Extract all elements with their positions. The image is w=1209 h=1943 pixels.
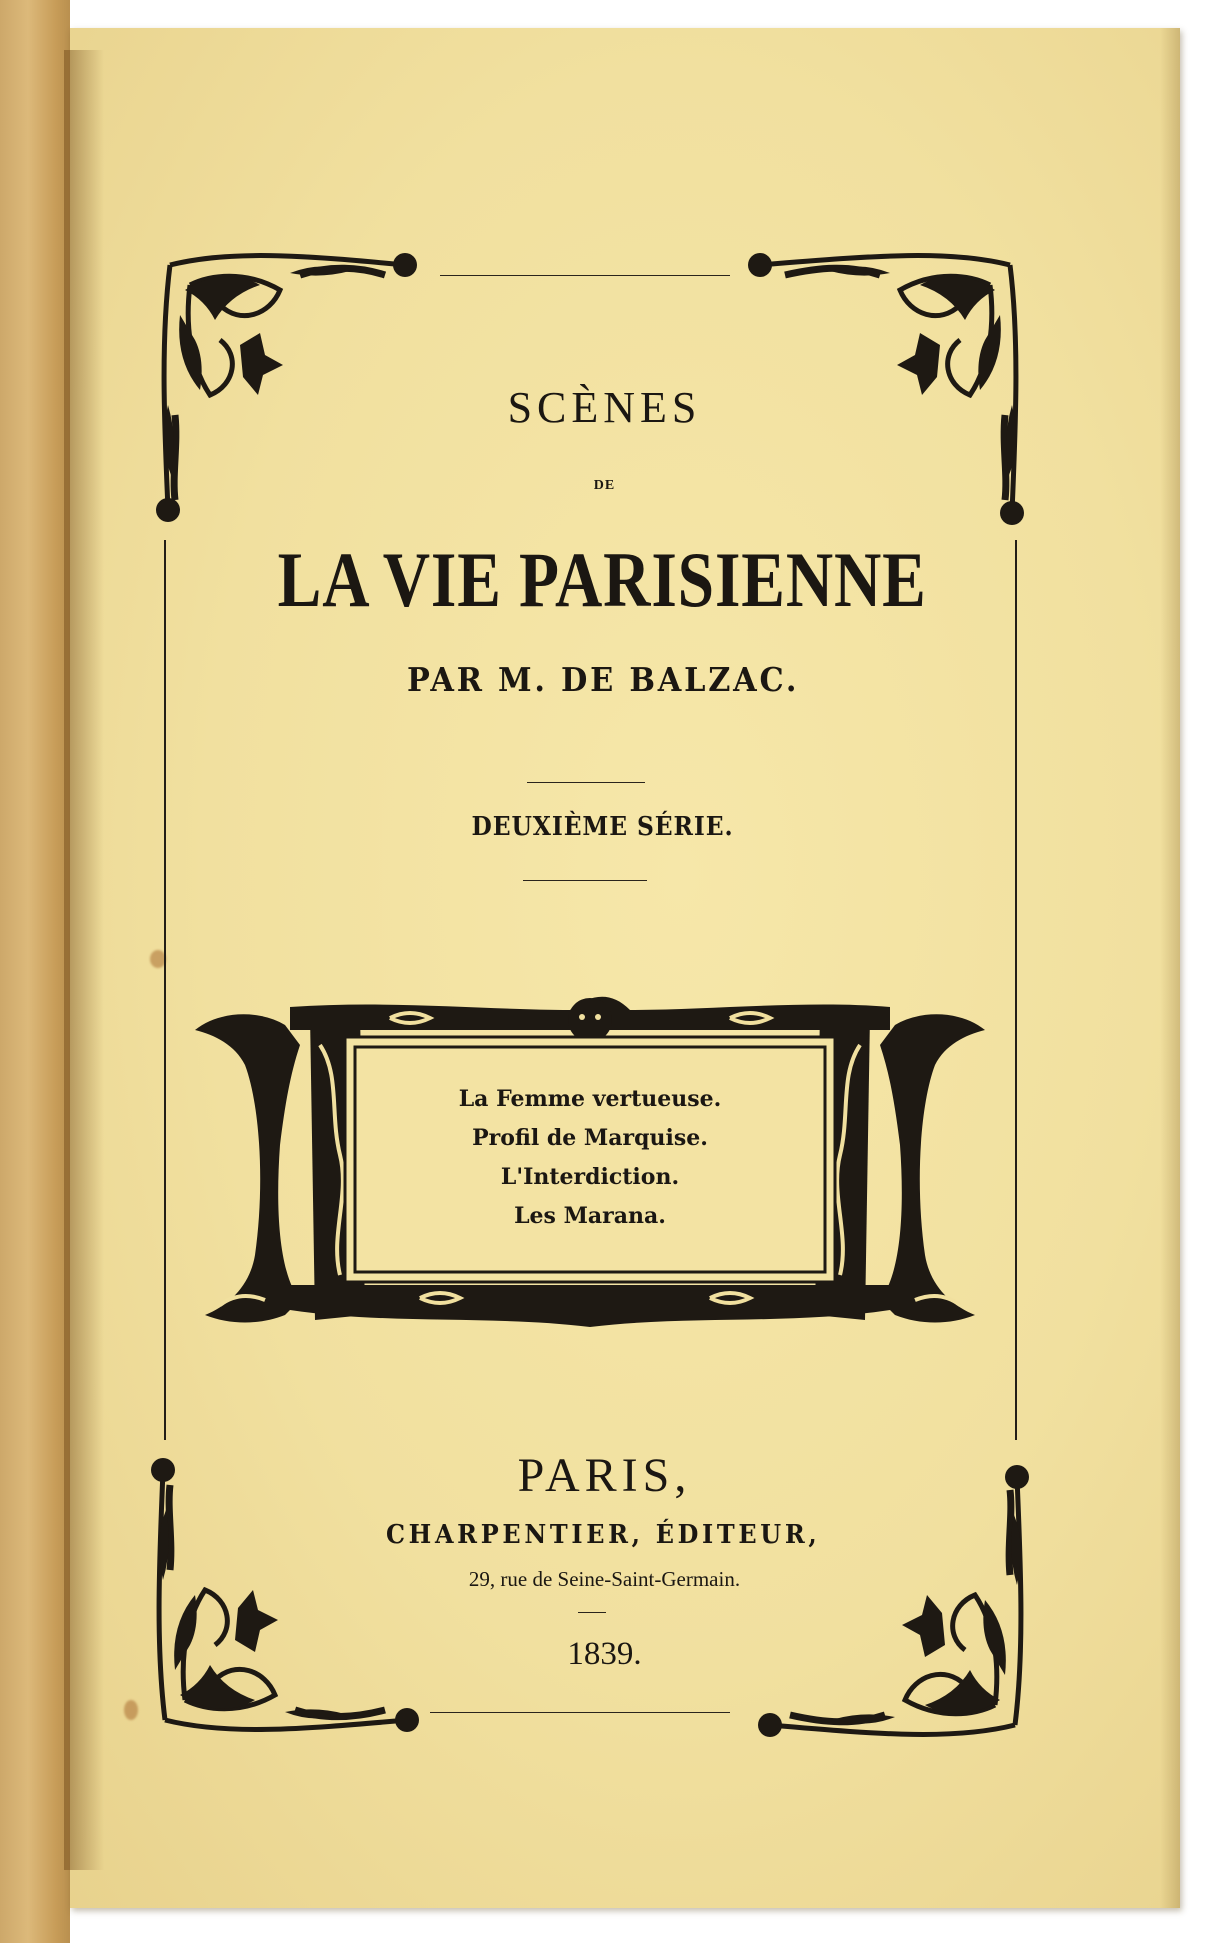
divider-rule (527, 782, 645, 783)
contents-item: Les Marana. (514, 1203, 666, 1229)
frame-bottom-line (430, 1712, 730, 1713)
page-gutter-shadow (64, 50, 104, 1870)
divider-rule (523, 880, 647, 881)
frame-top-line (440, 275, 730, 276)
author-line: PAR M. DE BALZAC. (407, 660, 800, 699)
imprint-address: 29, rue de Seine-Saint-Germain. (468, 1567, 741, 1591)
imprint-year: 1839. (567, 1636, 642, 1672)
contents-item: L'Interdiction. (500, 1164, 680, 1190)
stain-mark (124, 1700, 138, 1720)
title-line-scenes: SCÈNES (507, 383, 702, 432)
page-right-edge (1160, 28, 1180, 1908)
title-line-de: DE (593, 478, 616, 493)
contents-item: La Femme vertueuse. (458, 1086, 722, 1112)
imprint-city: PARIS, (517, 1449, 692, 1502)
imprint-publisher: CHARPENTIER, ÉDITEUR, (385, 1520, 821, 1550)
series-line: DEUXIÈME SÉRIE. (471, 812, 734, 842)
main-title: LA VIE PARISIENNE (277, 536, 927, 623)
contents-item: Profil de Marquise. (472, 1125, 708, 1151)
divider-rule (578, 1612, 606, 1613)
contents-list (350, 1080, 830, 1236)
